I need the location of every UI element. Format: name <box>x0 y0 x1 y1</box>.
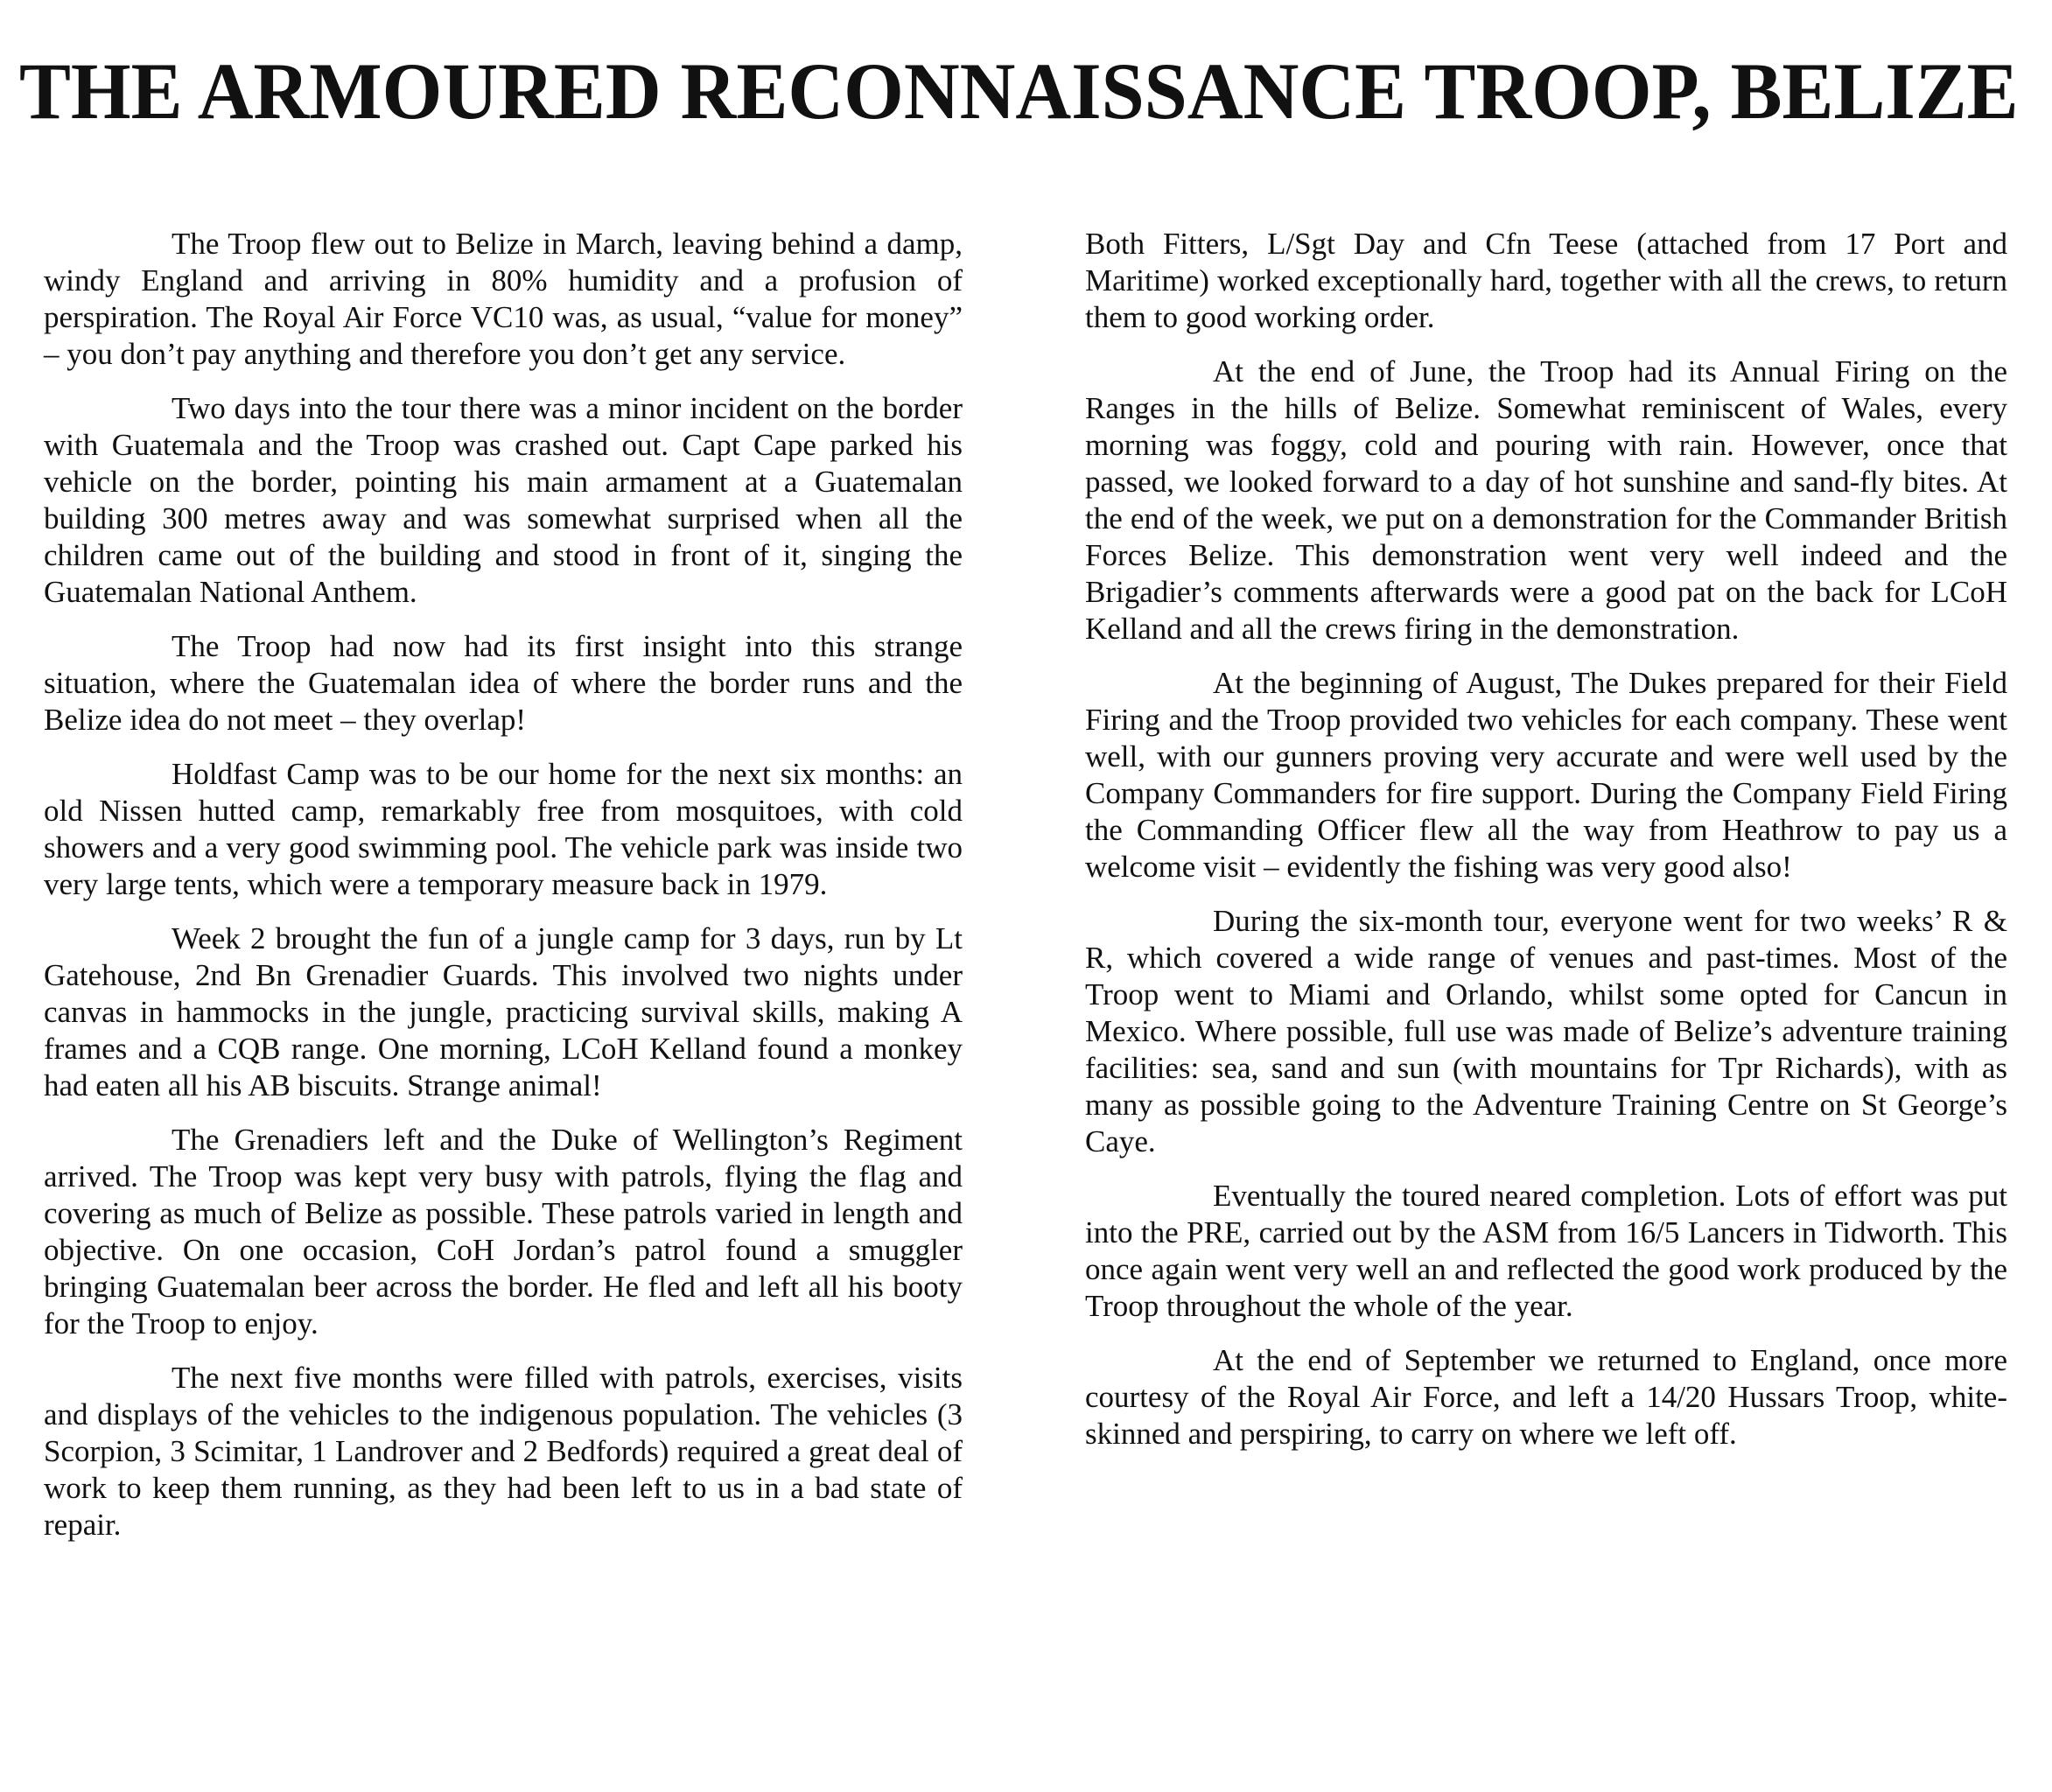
right-column <box>1085 226 2007 1470</box>
left-column <box>44 226 963 1561</box>
paragraph-arrival: The Troop flew out to Belize in March, leaving behind a damp, windy England and arriving in 80% humidity and a profusion of perspiration. The Royal Air Force VC10 was, as usual, “value for money” – you don’t pay anything and therefore you don’t get any service. <box>44 227 963 371</box>
paragraph-border-overlap: The Troop had now had its first insight into this strange situation, where the Guatemalan idea of where the border runs and the Belize idea do not meet – they overlap! <box>44 629 963 737</box>
paragraph-jungle-camp: Week 2 brought the fun of a jungle camp for 3 days, run by Lt Gatehouse, 2nd Bn Grenadier Guards. This involved two nights under canvas in hammocks in the jungle, practicing survival skills, making A frames and a CQB range. One morning, LCoH Kelland found a monkey had eaten all his AB biscuits. Strange animal! <box>44 921 963 1102</box>
paragraph-completion: Eventually the toured neared completion. Lots of effort was put into the PRE, carried out by the ASM from 16/5 Lancers in Tidworth. This once again went very well an and reflected the good work produced by the Troop throughout the whole of the year. <box>1085 1179 2007 1323</box>
paragraph-vehicles: The next five months were filled with patrols, exercises, visits and displays of the vehicles to the indigenous population. The vehicles (3 Scorpion, 3 Scimitar, 1 Landrover and 2 Bedfords) required a great deal of work to keep them running, as they had been left to us in a bad state of repair. <box>44 1361 963 1542</box>
article-title: THE ARMOURED RECONNAISSANCE TROOP, BELIZE <box>19 46 2019 136</box>
paragraph-annual-firing: At the end of June, the Troop had its Annual Firing on the Ranges in the hills of Belize. Somewhat reminiscent of Wales, every morning was foggy, cold and pouring with rain. However, once that passed, we looked forward to a day of hot sunshine and sand-fly bites. At the end of the week, we put on a demonstration for the Commander British Forces Belize. This demonstration went very well indeed and the Brigadier’s comments afterwards were a good pat on the back for LCoH Kelland and all the crews firing in the demonstration. <box>1085 354 2007 646</box>
paragraph-patrols: The Grenadiers left and the Duke of Wellington’s Regiment arrived. The Troop was kept very busy with patrols, flying the flag and covering as much of Belize as possible. These patrols varied in length and objective. On one occasion, CoH Jordan’s patrol found a smuggler bringing Guatemalan beer across the border. He fled and left all his booty for the Troop to enjoy. <box>44 1123 963 1340</box>
paragraph-fitters: Both Fitters, L/Sgt Day and Cfn Teese (attached from 17 Port and Maritime) worked exceptionally hard, together with all the crews, to return them to good working order. <box>1085 227 2007 334</box>
paragraph-field-firing: At the beginning of August, The Dukes prepared for their Field Firing and the Troop provided two vehicles for each company. These went well, with our gunners proving very accurate and were well used by the Company Commanders for fire support. During the Company Field Firing the Commanding Officer flew all the way from Heathrow to pay us a welcome visit – evidently the fishing was very good also! <box>1085 666 2007 884</box>
paragraph-holdfast-camp: Holdfast Camp was to be our home for the next six months: an old Nissen hutted camp, remarkably free from mosquitoes, with cold showers and a very good swimming pool. The vehicle park was inside two very large tents, which were a temporary measure back in 1979. <box>44 757 963 901</box>
paragraph-rest-recreation: During the six-month tour, everyone went for two weeks’ R & R, which covered a wide range of venues and past-times. Most of the Troop went to Miami and Orlando, whilst some opted for Cancun in Mexico. Where possible, full use was made of Belize’s adventure training facilities: sea, sand and sun (with mountains for Tpr Richards), with as many as possible going to the Adventure Training Centre on St George’s Caye. <box>1085 904 2007 1158</box>
paragraph-return: At the end of September we returned to England, once more courtesy of the Royal Air Force, and left a 14/20 Hussars Troop, white-skinned and perspiring, to carry on where we left off. <box>1085 1343 2007 1451</box>
paragraph-border-incident: Two days into the tour there was a minor incident on the border with Guatemala and the Troop was crashed out. Capt Cape parked his vehicle on the border, pointing his main armament at a Guatemalan building 300 metres away and was somewhat surprised when all the children came out of the building and stood in front of it, singing the Guatemalan National Anthem. <box>44 391 963 609</box>
